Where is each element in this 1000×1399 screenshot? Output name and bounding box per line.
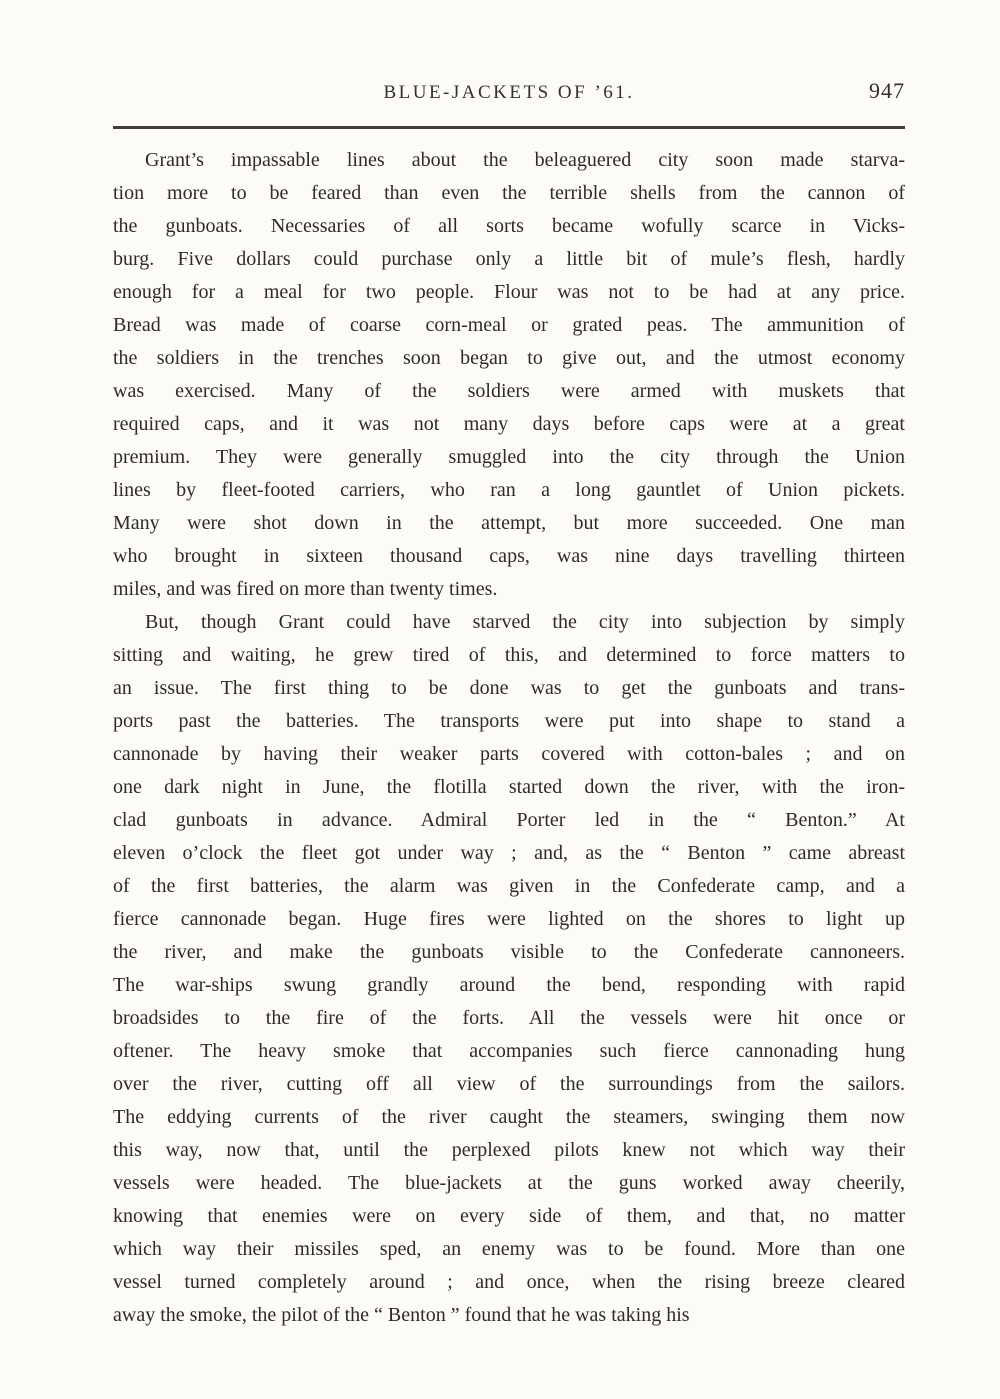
text-line: Many were shot down in the attempt, but more succeeded. One man [113,511,905,534]
text-line: of the first batteries, the alarm was given in the Confederate camp, and a [113,874,905,897]
page-body [113,144,905,1332]
text-line: tion more to be feared than even the terrible shells from the cannon of [113,181,905,204]
text-line: the soldiers in the trenches soon began to give out, and the utmost economy [113,346,905,369]
text-line: Grant’s impassable lines about the beleaguered city soon made starva- [145,148,905,171]
text-line: one dark night in June, the flotilla started down the river, with the iron- [113,775,905,798]
text-line: vessels were headed. The blue-jackets at the guns worked away cheerily, [113,1171,905,1194]
text-line: Bread was made of coarse corn-meal or grated peas. The ammunition of [113,313,905,336]
text-line: ports past the batteries. The transports were put into shape to stand a [113,709,905,732]
text-line: cannonade by having their weaker parts covered with cotton-bales ; and on [113,742,905,765]
text-line: fierce cannonade began. Huge fires were lighted on the shores to light up [113,907,905,930]
text-line: The war-ships swung grandly around the bend, responding with rapid [113,973,905,996]
text-line: away the smoke, the pilot of the “ Benton ” found that he was taking his [113,1303,690,1326]
text-line: miles, and was fired on more than twenty times. [113,577,498,600]
text-line: the river, and make the gunboats visible to the Confederate cannoneers. [113,940,905,963]
text-line: broadsides to the fire of the forts. All the vessels were hit once or [113,1006,905,1029]
paragraph [113,606,905,1332]
text-line: knowing that enemies were on every side of them, and that, no matter [113,1204,905,1227]
text-line: enough for a meal for two people. Flour was not to be had at any price. [113,280,905,303]
text-line: over the river, cutting off all view of the surroundings from the sailors. [113,1072,905,1095]
text-line: clad gunboats in advance. Admiral Porter led in the “ Benton.” At [113,808,905,831]
text-line: this way, now that, until the perplexed pilots knew not which way their [113,1138,905,1161]
paragraph [113,144,905,606]
text-line: who brought in sixteen thousand caps, was nine days travelling thirteen [113,544,905,567]
text-line: which way their missiles sped, an enemy was to be found. More than one [113,1237,905,1260]
text-line: lines by fleet-footed carriers, who ran a long gauntlet of Union pickets. [113,478,905,501]
page-header [113,78,905,112]
text-line: was exercised. Many of the soldiers were armed with muskets that [113,379,905,402]
text-line: sitting and waiting, he grew tired of this, and determined to force matters to [113,643,905,666]
text-line: oftener. The heavy smoke that accompanies such fierce cannonading hung [113,1039,905,1062]
text-line: premium. They were generally smuggled into the city through the Union [113,445,905,468]
page-number: 947 [869,78,905,103]
text-line: required caps, and it was not many days before caps were at a great [113,412,905,435]
text-line: But, though Grant could have starved the city into subjection by simply [145,610,905,633]
text-line: the gunboats. Necessaries of all sorts became wofully scarce in Vicks- [113,214,905,237]
header-rule [113,126,905,129]
text-line: eleven o’clock the fleet got under way ; and, as the “ Benton ” came abreast [113,841,905,864]
running-title: BLUE-JACKETS OF ’61. [383,82,635,103]
text-line: vessel turned completely around ; and once, when the rising breeze cleared [113,1270,905,1293]
text-line: The eddying currents of the river caught the steamers, swinging them now [113,1105,905,1128]
text-line: burg. Five dollars could purchase only a little bit of mule’s flesh, hardly [113,247,905,270]
text-line: an issue. The first thing to be done was to get the gunboats and trans- [113,676,905,699]
